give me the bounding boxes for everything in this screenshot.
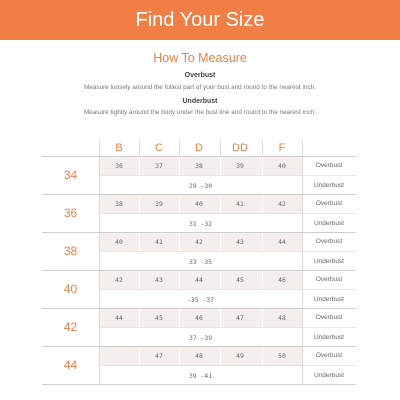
header-divider <box>99 140 100 156</box>
size-chart-table <box>42 140 356 383</box>
cell-divider <box>99 327 356 328</box>
row-divider <box>42 384 356 385</box>
overbust-label: Overbust <box>315 162 343 169</box>
underbust-instructions: Measure tightly around the body under the bust line and round to the nearest inch. <box>83 109 317 116</box>
overbust-value: 46 <box>278 276 286 284</box>
overbust-value: 41 <box>155 238 163 246</box>
header-banner <box>0 0 400 40</box>
cup-header-c: C <box>155 142 163 154</box>
underbust-label: Underbust <box>314 258 344 265</box>
cell-divider <box>99 289 356 290</box>
underbust-range: 39 -41 <box>188 372 213 380</box>
underbust-range: 33 -35 <box>188 258 213 266</box>
band-size-label: 36 <box>63 206 78 220</box>
overbust-value: 44 <box>115 314 123 322</box>
underbust-range: 31 -32 <box>188 220 213 228</box>
cell-divider <box>99 251 356 252</box>
underbust-range: 29 -30 <box>188 182 213 190</box>
overbust-value: 40 <box>115 238 123 246</box>
cup-header-dd: DD <box>232 142 248 154</box>
overbust-value: 41 <box>236 200 244 208</box>
overbust-heading: Overbust <box>184 72 216 79</box>
how-to-measure-title: How To Measure <box>153 51 247 65</box>
overbust-label: Overbust <box>315 200 343 207</box>
overbust-label: Overbust <box>315 276 343 283</box>
overbust-value: 49 <box>236 352 244 360</box>
overbust-value: 48 <box>278 314 286 322</box>
underbust-label: Underbust <box>314 296 344 303</box>
underbust-range: -35 -37 <box>187 296 214 304</box>
cell-divider <box>99 365 356 366</box>
overbust-value: 40 <box>278 162 286 170</box>
band-size-label: 34 <box>63 168 78 182</box>
underbust-label: Underbust <box>314 182 344 189</box>
overbust-value: 45 <box>155 314 163 322</box>
header-divider <box>179 140 180 156</box>
overbust-value: 43 <box>155 276 163 284</box>
overbust-value: 46 <box>195 314 203 322</box>
header-divider <box>262 140 263 156</box>
underbust-label: Underbust <box>314 220 344 227</box>
band-size-label: 38 <box>63 244 78 258</box>
band-size-label: 40 <box>63 282 78 296</box>
underbust-range: 37 -39 <box>188 334 213 342</box>
overbust-value: 38 <box>115 200 123 208</box>
header-divider <box>220 140 221 156</box>
overbust-value: 45 <box>236 276 244 284</box>
overbust-value: 36 <box>115 162 123 170</box>
overbust-value: 43 <box>236 238 244 246</box>
overbust-value: 50 <box>278 352 286 360</box>
overbust-value: 47 <box>155 352 163 360</box>
overbust-value: 44 <box>278 238 286 246</box>
cell-divider <box>99 213 356 214</box>
overbust-value: 47 <box>236 314 244 322</box>
overbust-value: 40 <box>195 200 203 208</box>
overbust-value: 42 <box>278 200 286 208</box>
underbust-heading: Underbust <box>182 98 218 105</box>
overbust-value: 39 <box>236 162 244 170</box>
overbust-label: Overbust <box>315 314 343 321</box>
band-size-label: 44 <box>63 358 78 372</box>
page-title: Find Your Size <box>135 9 265 31</box>
header-divider <box>302 140 303 156</box>
overbust-value: 42 <box>195 238 203 246</box>
band-size-label: 42 <box>63 320 78 334</box>
overbust-value: 42 <box>115 276 123 284</box>
overbust-value: 44 <box>195 276 203 284</box>
cup-header-b: B <box>115 142 123 154</box>
header-divider <box>139 140 140 156</box>
overbust-instructions: Measure loosely around the fullest part of your bust and round to the nearest inch. <box>84 84 316 91</box>
overbust-label: Overbust <box>315 238 343 245</box>
overbust-value: 37 <box>155 162 163 170</box>
underbust-label: Underbust <box>314 372 344 379</box>
underbust-label: Underbust <box>314 334 344 341</box>
overbust-value: 38 <box>195 162 203 170</box>
overbust-value: 39 <box>155 200 163 208</box>
cup-header-f: F <box>278 142 286 154</box>
overbust-value: 48 <box>195 352 203 360</box>
cup-header-d: D <box>195 142 203 154</box>
overbust-label: Overbust <box>315 352 343 359</box>
cell-divider <box>99 175 356 176</box>
